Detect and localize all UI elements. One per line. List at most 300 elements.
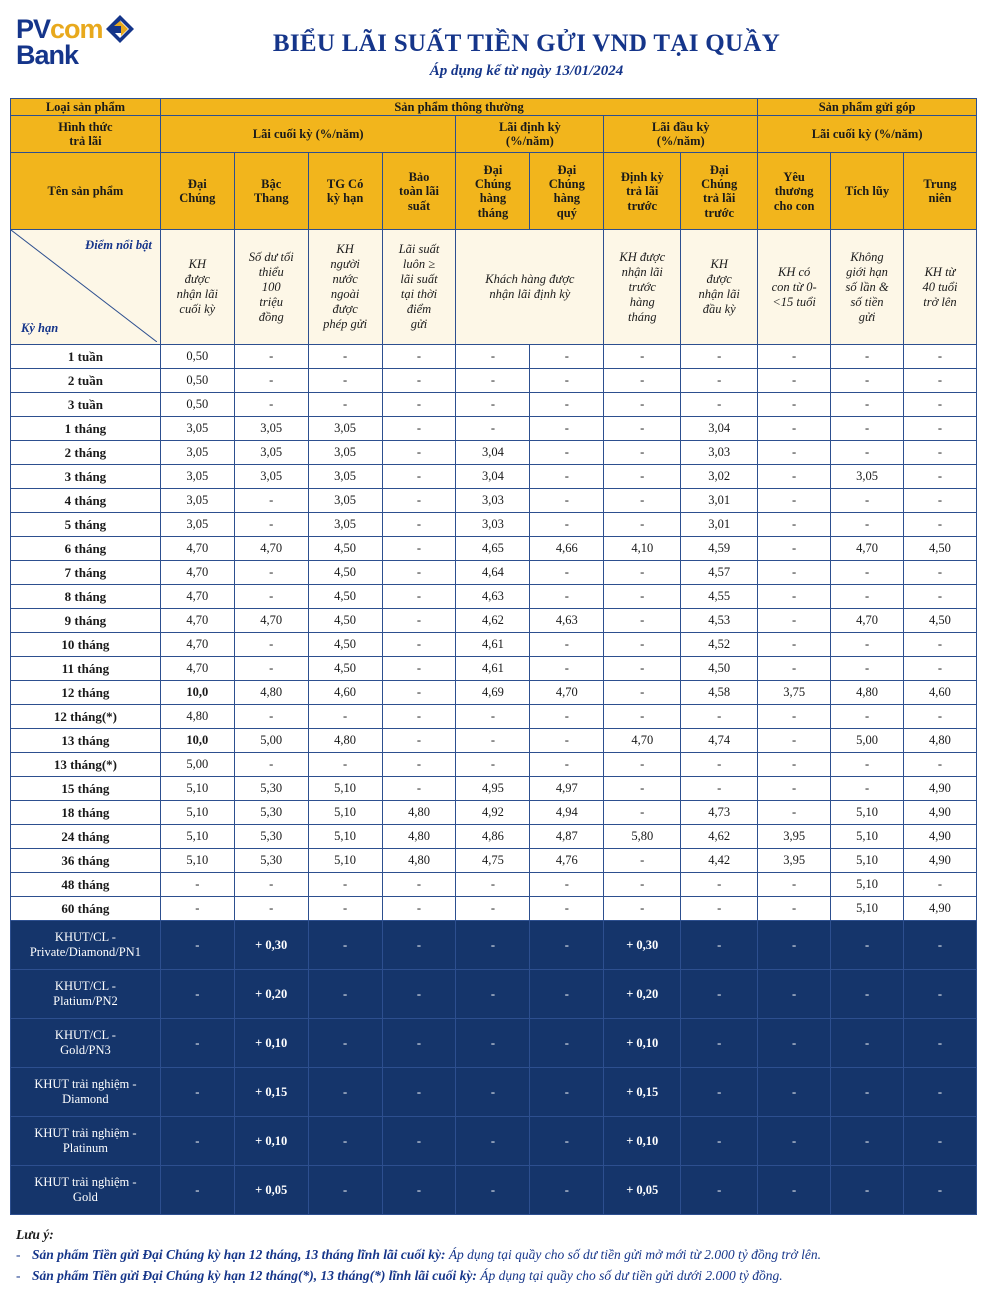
table-row <box>11 897 977 921</box>
rate-cell: - <box>604 849 681 873</box>
rate-cell: - <box>530 465 604 489</box>
interest-rate-table <box>10 98 977 1215</box>
row-term-label: 13 tháng(*) <box>11 753 161 777</box>
rate-cell: 5,10 <box>831 825 904 849</box>
promo-rate-cell: - <box>382 970 456 1019</box>
rate-cell: 4,90 <box>903 825 976 849</box>
rate-cell: 4,74 <box>681 729 758 753</box>
promo-rate-cell: - <box>903 1166 976 1215</box>
rate-cell: 4,50 <box>308 609 382 633</box>
row-term-label: 1 tháng <box>11 417 161 441</box>
rate-cell: 4,80 <box>234 681 308 705</box>
rate-cell: 3,04 <box>456 441 530 465</box>
rate-cell: - <box>234 897 308 921</box>
promo-rate-cell: + 0,20 <box>604 970 681 1019</box>
effective-date: Áp dụng kể từ ngày 13/01/2024 <box>429 63 624 79</box>
rate-cell: 4,69 <box>456 681 530 705</box>
rate-cell: 3,05 <box>308 489 382 513</box>
promo-rate-cell: - <box>530 970 604 1019</box>
rate-cell: - <box>903 489 976 513</box>
rate-cell: 5,10 <box>831 801 904 825</box>
rate-cell: - <box>831 441 904 465</box>
promo-rate-cell: - <box>831 1117 904 1166</box>
table-row <box>11 705 977 729</box>
rate-cell: - <box>831 705 904 729</box>
rate-cell: 4,75 <box>456 849 530 873</box>
rate-cell: - <box>308 705 382 729</box>
header-product-type: Loại sản phẩm <box>11 99 161 116</box>
table-row <box>11 345 977 369</box>
rate-cell: - <box>382 705 456 729</box>
promo-rate-cell: - <box>456 1166 530 1215</box>
document-header <box>10 8 977 94</box>
feature-dai-chung-tra-lai-truoc: KH được nhận lãi đầu kỳ <box>681 230 758 345</box>
rate-cell: 4,70 <box>160 561 234 585</box>
row-term-label: 12 tháng(*) <box>11 705 161 729</box>
table-row <box>11 609 977 633</box>
rate-cell: 4,50 <box>681 657 758 681</box>
note-text-strong: Sản phẩm Tiền gửi Đại Chúng kỳ hạn 12 tháng, 13 tháng lĩnh lãi cuối kỳ: <box>32 1247 446 1263</box>
rate-cell: 0,50 <box>160 345 234 369</box>
promo-rate-cell: - <box>903 1068 976 1117</box>
header-product-name: Tên sản phẩm <box>11 153 161 230</box>
rate-cell: 3,05 <box>234 441 308 465</box>
table-row <box>11 561 977 585</box>
rate-cell: 5,10 <box>831 873 904 897</box>
rate-cell: - <box>234 585 308 609</box>
promo-rate-cell: - <box>308 1019 382 1068</box>
rate-cell: 3,05 <box>234 417 308 441</box>
col-dai-chung-hang-quy: Đại Chúng hàng quý <box>530 153 604 230</box>
rate-cell: - <box>530 561 604 585</box>
rate-cell: - <box>456 369 530 393</box>
rate-cell: - <box>456 417 530 441</box>
rate-cell: 5,30 <box>234 801 308 825</box>
rate-cell: - <box>758 609 831 633</box>
rate-cell: - <box>604 633 681 657</box>
rate-cell: 4,59 <box>681 537 758 561</box>
col-dai-chung: Đại Chúng <box>160 153 234 230</box>
rate-cell: - <box>758 585 831 609</box>
feature-bao-toan-lai-suat: Lãi suất luôn ≥ lãi suất tại thời điểm gửi <box>382 230 456 345</box>
rate-cell: - <box>831 417 904 441</box>
table-row <box>11 849 977 873</box>
promo-rate-cell: - <box>382 1166 456 1215</box>
rate-cell: 5,30 <box>234 825 308 849</box>
rate-cell: 4,63 <box>456 585 530 609</box>
rate-cell: - <box>831 561 904 585</box>
col-dai-chung-hang-thang: Đại Chúng hàng tháng <box>456 153 530 230</box>
promo-segment-label: KHUT trải nghiệm - Diamond <box>11 1068 161 1117</box>
feature-dai-chung: KH được nhận lãi cuối kỳ <box>160 230 234 345</box>
row-term-label: 8 tháng <box>11 585 161 609</box>
rate-cell: - <box>530 585 604 609</box>
row-term-label: 4 tháng <box>11 489 161 513</box>
rate-cell: - <box>382 753 456 777</box>
rate-cell: 4,61 <box>456 657 530 681</box>
promo-rate-cell: - <box>831 921 904 970</box>
promo-rate-cell: - <box>831 970 904 1019</box>
rate-cell: 5,00 <box>234 729 308 753</box>
rate-cell: - <box>382 369 456 393</box>
rate-cell: - <box>456 705 530 729</box>
rate-cell: - <box>903 369 976 393</box>
header-end-term-normal: Lãi cuối kỳ (%/năm) <box>160 116 456 153</box>
rate-cell: - <box>758 417 831 441</box>
row-term-label: 2 tháng <box>11 441 161 465</box>
rate-cell: 3,05 <box>831 465 904 489</box>
row-term-label: 11 tháng <box>11 657 161 681</box>
rate-cell: - <box>382 489 456 513</box>
table-row <box>11 537 977 561</box>
col-trung-nien: Trung niên <box>903 153 976 230</box>
rate-cell: 4,90 <box>903 897 976 921</box>
rate-cell: - <box>456 393 530 417</box>
rate-cell: 4,70 <box>234 609 308 633</box>
rate-cell: 4,90 <box>903 801 976 825</box>
promo-row <box>11 1019 977 1068</box>
promo-rate-cell: - <box>308 1117 382 1166</box>
rate-cell: 3,03 <box>456 513 530 537</box>
rate-cell: - <box>530 393 604 417</box>
row-term-label: 10 tháng <box>11 633 161 657</box>
rate-cell: - <box>234 705 308 729</box>
feature-tich-luy: Không giới hạn số lần & số tiền gửi <box>831 230 904 345</box>
table-row <box>11 465 977 489</box>
promo-rate-cell: + 0,15 <box>604 1068 681 1117</box>
rate-cell: - <box>831 633 904 657</box>
rate-cell: - <box>681 369 758 393</box>
rate-cell: 3,75 <box>758 681 831 705</box>
rate-cell: - <box>382 633 456 657</box>
rate-cell: - <box>456 753 530 777</box>
rate-cell: - <box>234 873 308 897</box>
rate-cell: 4,70 <box>530 681 604 705</box>
rate-cell: - <box>758 801 831 825</box>
row-term-label: 24 tháng <box>11 825 161 849</box>
promo-rate-cell: - <box>382 1117 456 1166</box>
rate-cell: - <box>308 897 382 921</box>
rate-cell: 3,05 <box>160 513 234 537</box>
rate-cell: 5,30 <box>234 777 308 801</box>
rate-cell: - <box>604 393 681 417</box>
title-block <box>166 8 977 80</box>
promo-segment-label: KHUT trải nghiệm - Platinum <box>11 1117 161 1166</box>
rate-cell: - <box>456 897 530 921</box>
promo-rate-cell: - <box>530 1019 604 1068</box>
rate-cell: - <box>758 345 831 369</box>
promo-rate-cell: + 0,05 <box>604 1166 681 1215</box>
header-row-interest-form <box>11 116 977 153</box>
promo-rate-cell: - <box>758 1068 831 1117</box>
logo-text-com: com <box>50 13 103 44</box>
header-normal-products: Sản phẩm thông thường <box>160 99 757 116</box>
rate-cell: 4,50 <box>308 633 382 657</box>
rate-cell: - <box>604 465 681 489</box>
table-row <box>11 513 977 537</box>
col-tg-co-ky-han: TG Có kỳ hạn <box>308 153 382 230</box>
row-term-label: 18 tháng <box>11 801 161 825</box>
rate-cell: - <box>758 657 831 681</box>
rate-cell: - <box>758 441 831 465</box>
note-text-rest: Áp dụng tại quầy cho số dư tiền gửi mở mới từ 2.000 tỷ đồng trở lên. <box>445 1247 821 1263</box>
rate-cell: - <box>382 537 456 561</box>
rate-cell: - <box>604 417 681 441</box>
promo-rate-cell: - <box>903 1117 976 1166</box>
rate-cell: 4,70 <box>160 537 234 561</box>
rate-cell: - <box>234 393 308 417</box>
rate-cell: 4,70 <box>160 633 234 657</box>
rate-cell: - <box>758 513 831 537</box>
rate-cell: - <box>234 513 308 537</box>
rate-cell: 0,50 <box>160 393 234 417</box>
rate-cell: - <box>382 441 456 465</box>
rate-cell: - <box>530 513 604 537</box>
rate-cell: - <box>530 873 604 897</box>
notes-list <box>16 1246 973 1284</box>
rate-cell: - <box>604 801 681 825</box>
rate-cell: - <box>308 369 382 393</box>
promo-rate-cell: - <box>681 1068 758 1117</box>
rate-cell: 4,80 <box>382 849 456 873</box>
rate-cell: 4,61 <box>456 633 530 657</box>
rate-cell: 5,10 <box>308 825 382 849</box>
rate-cell: - <box>604 873 681 897</box>
rate-cell: 4,92 <box>456 801 530 825</box>
rate-cell: - <box>903 393 976 417</box>
rate-cell: 3,95 <box>758 849 831 873</box>
rate-cell: - <box>604 369 681 393</box>
rate-cell: - <box>903 513 976 537</box>
rate-cell: 4,73 <box>681 801 758 825</box>
row-term-label: 5 tháng <box>11 513 161 537</box>
col-dai-chung-tra-lai-truoc: Đại Chúng trả lãi trước <box>681 153 758 230</box>
rate-cell: - <box>234 345 308 369</box>
rate-cell: 4,62 <box>681 825 758 849</box>
rate-cell: - <box>681 777 758 801</box>
rate-cell: - <box>604 705 681 729</box>
row-term-label: 1 tuần <box>11 345 161 369</box>
rate-cell: - <box>456 345 530 369</box>
promo-rate-cell: - <box>681 1166 758 1215</box>
rate-cell: 4,70 <box>160 609 234 633</box>
rate-cell: - <box>758 537 831 561</box>
rate-cell: - <box>308 753 382 777</box>
note-text-rest: Áp dụng tại quầy cho số dư tiền gửi dưới 2.000 tỷ đồng. <box>476 1267 783 1283</box>
header-interest-form: Hình thức trả lãi <box>11 116 161 153</box>
promo-rate-cell: - <box>758 1166 831 1215</box>
rate-cell: 5,00 <box>160 753 234 777</box>
rate-cell: - <box>382 585 456 609</box>
promo-rate-cell: - <box>530 1117 604 1166</box>
rate-cell: 4,60 <box>308 681 382 705</box>
table-row <box>11 873 977 897</box>
rate-cell: - <box>604 345 681 369</box>
table-row <box>11 369 977 393</box>
rate-cell: - <box>382 897 456 921</box>
note-item <box>16 1246 973 1264</box>
promo-rate-cell: - <box>530 1068 604 1117</box>
header-periodic: Lãi định kỳ (%/năm) <box>456 116 604 153</box>
rate-cell: - <box>903 705 976 729</box>
feature-dinh-ky-tra-lai-truoc: KH được nhận lãi trước hàng tháng <box>604 230 681 345</box>
rate-cell: 3,04 <box>681 417 758 441</box>
rate-cell: 3,01 <box>681 513 758 537</box>
promo-rate-cell: + 0,15 <box>234 1068 308 1117</box>
rate-cell: 3,05 <box>160 489 234 513</box>
promo-rate-cell: - <box>160 1166 234 1215</box>
rate-cell: 5,10 <box>308 777 382 801</box>
rate-cell: - <box>604 753 681 777</box>
rate-cell: - <box>382 393 456 417</box>
highlight-term-corner <box>11 230 161 345</box>
promo-rate-cell: - <box>308 1068 382 1117</box>
rate-cell: - <box>530 897 604 921</box>
table-row <box>11 801 977 825</box>
pvcombank-logo <box>10 8 166 71</box>
col-tich-luy: Tích lũy <box>831 153 904 230</box>
promo-rate-cell: - <box>681 970 758 1019</box>
promo-row <box>11 921 977 970</box>
promo-rate-cell: + 0,30 <box>604 921 681 970</box>
rate-cell: - <box>604 657 681 681</box>
rate-cell: 5,10 <box>160 801 234 825</box>
rate-cell: - <box>831 753 904 777</box>
promo-rate-cell: - <box>530 1166 604 1215</box>
table-row <box>11 825 977 849</box>
rate-cell: - <box>831 513 904 537</box>
rate-cell: - <box>382 681 456 705</box>
table-row <box>11 489 977 513</box>
rate-cell: - <box>530 417 604 441</box>
rate-cell: - <box>604 681 681 705</box>
rate-cell: - <box>903 417 976 441</box>
rate-cell: 10,0 <box>160 729 234 753</box>
note-text <box>32 1267 783 1285</box>
highlight-label: Điểm nổi bật <box>85 238 152 253</box>
promo-rate-cell: - <box>530 921 604 970</box>
rate-cell: - <box>308 873 382 897</box>
feature-tg-co-ky-han: KH người nước ngoài được phép gửi <box>308 230 382 345</box>
rate-cell: 3,05 <box>234 465 308 489</box>
promo-rate-cell: - <box>681 1019 758 1068</box>
rate-cell: 4,53 <box>681 609 758 633</box>
rate-cell: - <box>456 873 530 897</box>
rate-cell: 4,95 <box>456 777 530 801</box>
rate-cell: - <box>831 777 904 801</box>
rate-cell: - <box>234 657 308 681</box>
rate-cell: 4,52 <box>681 633 758 657</box>
rate-cell: 4,60 <box>903 681 976 705</box>
rate-cell: - <box>903 585 976 609</box>
promo-rate-cell: + 0,20 <box>234 970 308 1019</box>
row-term-label: 3 tháng <box>11 465 161 489</box>
rate-cell: 4,50 <box>308 537 382 561</box>
rate-cell: - <box>831 369 904 393</box>
rate-cell: - <box>382 609 456 633</box>
table-row <box>11 417 977 441</box>
header-row-product-type <box>11 99 977 116</box>
rate-cell: 4,70 <box>604 729 681 753</box>
rate-cell: 3,03 <box>456 489 530 513</box>
rate-cell: 4,90 <box>903 777 976 801</box>
rate-cell: - <box>758 561 831 585</box>
feature-trung-nien: KH từ 40 tuổi trở lên <box>903 230 976 345</box>
row-term-label: 36 tháng <box>11 849 161 873</box>
rate-cell: 4,80 <box>831 681 904 705</box>
rate-cell: - <box>382 417 456 441</box>
rate-cell: - <box>234 633 308 657</box>
rate-cell: 4,70 <box>160 585 234 609</box>
rate-cell: - <box>681 873 758 897</box>
note-item <box>16 1267 973 1285</box>
rate-cell: - <box>160 897 234 921</box>
promo-rate-cell: - <box>681 921 758 970</box>
rate-cell: - <box>604 441 681 465</box>
rate-cell: 4,86 <box>456 825 530 849</box>
rate-cell: 4,94 <box>530 801 604 825</box>
row-term-label: 3 tuần <box>11 393 161 417</box>
rate-cell: - <box>681 753 758 777</box>
rate-cell: - <box>382 465 456 489</box>
rate-cell: - <box>382 657 456 681</box>
term-label: Kỳ hạn <box>21 321 59 336</box>
page-title: BIỂU LÃI SUẤT TIỀN GỬI VND TẠI QUẦY <box>272 30 781 57</box>
promo-rate-cell: - <box>160 970 234 1019</box>
rate-cell: 3,05 <box>160 417 234 441</box>
note-text <box>32 1246 821 1264</box>
promo-rate-cell: - <box>831 1068 904 1117</box>
rate-cell: - <box>382 873 456 897</box>
promo-rate-cell: + 0,10 <box>604 1019 681 1068</box>
promo-row <box>11 1117 977 1166</box>
rate-cell: 3,05 <box>160 441 234 465</box>
rate-cell: - <box>160 873 234 897</box>
promo-rate-cell: - <box>456 970 530 1019</box>
promo-rate-cell: - <box>160 1068 234 1117</box>
rate-cell: 4,80 <box>382 801 456 825</box>
rate-cell: 5,10 <box>308 849 382 873</box>
rate-cell: - <box>903 441 976 465</box>
promo-rate-cell: - <box>903 921 976 970</box>
rate-cell: 4,50 <box>308 657 382 681</box>
rate-cell: 5,10 <box>831 849 904 873</box>
rate-cell: - <box>758 729 831 753</box>
promo-rate-cell: - <box>456 1068 530 1117</box>
promo-segment-label: KHUT/CL - Platium/PN2 <box>11 970 161 1019</box>
rate-cell: 4,70 <box>831 537 904 561</box>
promo-rate-cell: - <box>903 970 976 1019</box>
promo-rate-cell: + 0,10 <box>604 1117 681 1166</box>
table-row <box>11 729 977 753</box>
rate-cell: 4,58 <box>681 681 758 705</box>
rate-cell: - <box>308 345 382 369</box>
rate-cell: - <box>903 657 976 681</box>
promo-rate-cell: + 0,10 <box>234 1019 308 1068</box>
promo-rate-cell: - <box>903 1019 976 1068</box>
header-row-product-name <box>11 153 977 230</box>
rate-cell: 4,57 <box>681 561 758 585</box>
rate-cell: 3,05 <box>308 465 382 489</box>
row-term-label: 6 tháng <box>11 537 161 561</box>
rate-cell: - <box>681 897 758 921</box>
rate-cell: - <box>530 753 604 777</box>
rate-cell: 4,80 <box>903 729 976 753</box>
col-yeu-thuong-cho-con: Yêu thương cho con <box>758 153 831 230</box>
note-text-strong: Sản phẩm Tiền gửi Đại Chúng kỳ hạn 12 tháng(*), 13 tháng(*) lĩnh lãi cuối kỳ: <box>32 1267 477 1283</box>
promo-rate-cell: - <box>456 1019 530 1068</box>
rate-cell: - <box>604 585 681 609</box>
